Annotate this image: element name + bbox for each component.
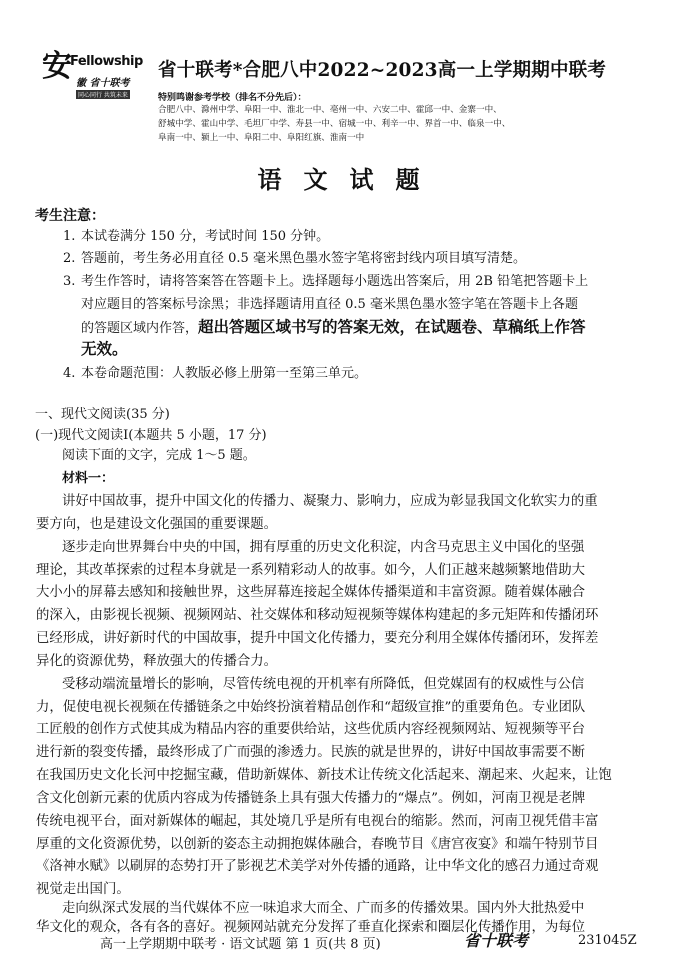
footer-code: 231045Z [578,933,637,948]
body-line: 在我国历史文化长河中挖掘宝藏，借助新媒体、新技术让传统文化活起来、潮起来、火起来，让饱 [36,768,612,783]
header [42,50,662,150]
body-line: 工匠般的创作方式使其成为精品内容的重要供给站，这些优质内容经视频网站、短视频等平台 [36,722,586,737]
body-line: 《洛神水赋》以刷屏的态势打开了影视艺术美学对外传播的通路，让中华文化的感召力通过奇观 [36,859,599,874]
body-line: 厚重的文化资源优势，以创新的姿态主动拥抱媒体融合，春晚节目《唐宫夜宴》和端午特别节目 [36,837,599,852]
body-line: 要方向，也是建设文化强国的重要课题。 [36,517,278,532]
notice-emphasis-end [81,338,128,362]
notice-number: 1. [63,229,76,244]
body-line: 力，促使电视长视频在传播链条之中始终扮演着精品创作和“超级宣推”的重要角色。专业团队 [36,700,586,715]
instruction: 阅读下面的文字，完成 1～5 题。 [62,448,256,463]
body-line: 视觉走出国门。 [36,882,130,897]
body-line: 逐步走向世界舞台中央的中国，拥有厚重的历史文化积淀，内含马克思主义中国化的坚强 [62,540,585,555]
sub-title: (一)现代文阅读Ⅰ(本题共 5 小题，17 分) [35,428,267,443]
paper-title: 语文试题 [257,165,442,194]
footer-text: 高一上学期期中联考 · 语文试题 第 1 页(共 8 页) [100,937,381,952]
body-line: 的深入，由影视长视频、视频网站、社交媒体和移动短视频等媒体构建起的多元矩阵和传播闭环 [36,608,599,623]
fellowship-logo [42,50,142,106]
school-line: 舒城中学、霍山中学、毛坦厂中学、寿县一中、宿城一中、利辛一中、界首一中、临泉一中、 [158,119,511,129]
body-line: 进行新的裂变传播，最终形成了广而强的渗透力。民族的就是世界的，讲好中国故事需要不断 [36,745,586,760]
body-line: 含文化创新元素的优质内容成为传播链条上具有强大传播力的“爆点”。例如，河南卫视是老牌 [36,791,586,806]
thanks-line: 特别鸣谢参考学校（排名不分先后）： [158,93,307,103]
body-line: 华文化的观众，各有各的喜好。视频网站就充分发挥了垂直化探索和圈层化传播作用，为每位 [36,920,586,935]
body-line: 异化的资源优势，释放强大的传播合力。 [36,654,278,669]
body-line: 传统电视平台，面对新媒体的崛起，其处境几乎是所有电视台的缩影。然而，河南卫视凭借丰富 [36,814,599,829]
school-line: 合肥八中、滁州中学、阜阳一中、淮北一中、亳州一中、六安二中、霍邱一中、金寨一中、 [158,105,502,115]
notice-heading: 考生注意： [35,208,105,224]
school-list [158,103,658,145]
notice-line: 本卷命题范围：人教版必修上册第一至第三单元。 [81,366,368,381]
emphasis-text: 超出答题区域书写的答案无效，在试题卷、草稿纸上作答 [198,318,586,336]
notice-line: 的答题区域内作答， [81,321,199,336]
exam-title: 省十联考*合肥八中2022~2023高一上学期期中联考 [158,60,607,81]
notice-line: 本试卷满分 150 分，考试时间 150 分钟。 [81,229,330,244]
logo-tagline: 同心同行 共筑未来 [78,92,128,99]
logo-english: Fellowship [70,54,143,69]
body-line: 受移动端流量增长的影响，尽管传统电视的开机率有所降低，但党媒固有的权威性与公信 [62,677,585,692]
material-label: 材料一： [62,471,115,486]
school-line: 阜南一中、颍上一中、阜阳二中、阜阳红旗、淮南一中 [158,133,365,143]
body-line: 大小小的屏幕去感知和接触世界，这些屏幕连接起全媒体传播渠道和丰富资源。随着媒体融合 [36,585,586,600]
notice-line: 考生作答时，请将答案答在答题卡上。选择题每小题选出答案后，用 2B 铅笔把答题卡上 [81,274,589,289]
notice-number: 2. [63,251,76,266]
emphasis-text: 无效。 [81,340,128,358]
body-line: 讲好中国故事，提升中国文化的传播力、凝聚力、影响力，应成为彰显我国文化软实力的重 [62,494,598,509]
body-line: 理论，其改革探索的过程本身就是一系列精彩动人的故事。如今，人们正越来越频繁地借助大 [36,563,586,578]
notice-number: 3. [63,274,76,289]
notice-line: 对应题目的答案标号涂黑；非选择题请用直径 0.5 毫米黑色墨水签字笔在答题卡上各题 [81,297,578,312]
body-line: 走向纵深式发展的当代媒体不应一味追求大而全、广而多的传播效果。国内外大批热爱中 [62,901,585,916]
notice-number: 4. [63,366,76,381]
logo-chinese: 徽 省十联考 [76,78,130,89]
notice-line-with-emphasis [81,316,586,340]
footer-brand: 省十联考 [464,931,529,950]
part-title: 一、现代文阅读(35 分) [35,407,170,422]
logo-mark: 安 [42,49,72,84]
body-line: 已经形成，讲好新时代的中国故事，提升中国文化传播力，要充分利用全媒体传播闭环，发挥差 [36,631,599,646]
notice-line: 答题前，考生务必用直径 0.5 毫米黑色墨水签字笔将密封线内项目填写清楚。 [81,251,526,266]
